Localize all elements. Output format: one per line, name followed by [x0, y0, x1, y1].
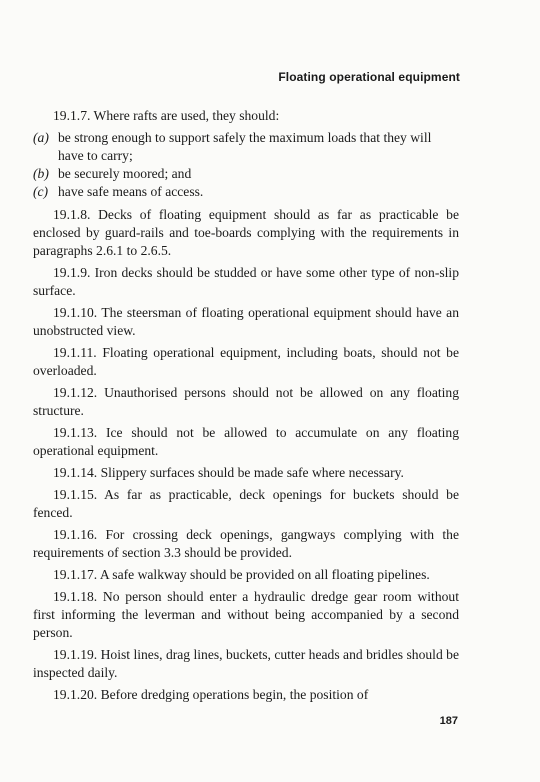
paragraph-19-1-17: 19.1.17. A safe walkway should be provided on all floating pipelines.: [53, 567, 430, 582]
paragraph-19-1-18: 19.1.18. No person should enter a hydraulic dredge gear room without first informing the leverman and without being accompanied by a second person.: [33, 589, 459, 640]
paragraph-19-1-9: 19.1.9. Iron decks should be studded or have some other type of non-slip surface.: [33, 265, 459, 298]
list-item-text: have safe means of access.: [58, 184, 204, 199]
running-header: Floating operational equipment: [278, 70, 460, 84]
list-item-label: (c): [33, 184, 49, 199]
paragraph-19-1-16: 19.1.16. For crossing deck openings, gangways complying with the requirements of section 3.3 should be provided.: [33, 527, 459, 560]
paragraph-19-1-8: 19.1.8. Decks of floating equipment should as far as practicable be enclosed by guard-rails and toe-boards complying with the requirements in paragraphs 2.6.1 to 2.6.5.: [33, 207, 459, 258]
page-number: 187: [439, 715, 458, 727]
paragraph-19-1-11: 19.1.11. Floating operational equipment, including boats, should not be overloaded.: [33, 345, 459, 378]
list-item-label: (a): [33, 130, 49, 145]
paragraph-19-1-20: 19.1.20. Before dredging operations begin, the position of: [53, 687, 369, 702]
list-item-text: be securely moored; and: [58, 166, 192, 181]
paragraph-19-1-10: 19.1.10. The steersman of floating operational equipment should have an unobstructed view.: [33, 305, 459, 338]
paragraph-19-1-14: 19.1.14. Slippery surfaces should be made safe where necessary.: [53, 465, 404, 480]
paragraph-19-1-12: 19.1.12. Unauthorised persons should not be allowed on any floating structure.: [33, 385, 459, 418]
list-item-label: (b): [33, 166, 49, 181]
list-item: [33, 165, 459, 183]
paragraph-19-1-7: 19.1.7. Where rafts are used, they should:: [53, 108, 280, 123]
paragraph-19-1-15: 19.1.15. As far as practicable, deck openings for buckets should be fenced.: [33, 487, 459, 520]
paragraph-19-1-19: 19.1.19. Hoist lines, drag lines, buckets, cutter heads and bridles should be inspected daily.: [33, 647, 459, 680]
list-item: [33, 183, 459, 201]
page-body: [33, 107, 459, 708]
list-item: [33, 129, 459, 165]
list-item-text: be strong enough to support safely the maximum loads that they will have to carry;: [58, 130, 432, 163]
raft-requirements-list: [33, 129, 459, 201]
paragraph-19-1-13: 19.1.13. Ice should not be allowed to accumulate on any floating operational equipment.: [33, 425, 459, 458]
